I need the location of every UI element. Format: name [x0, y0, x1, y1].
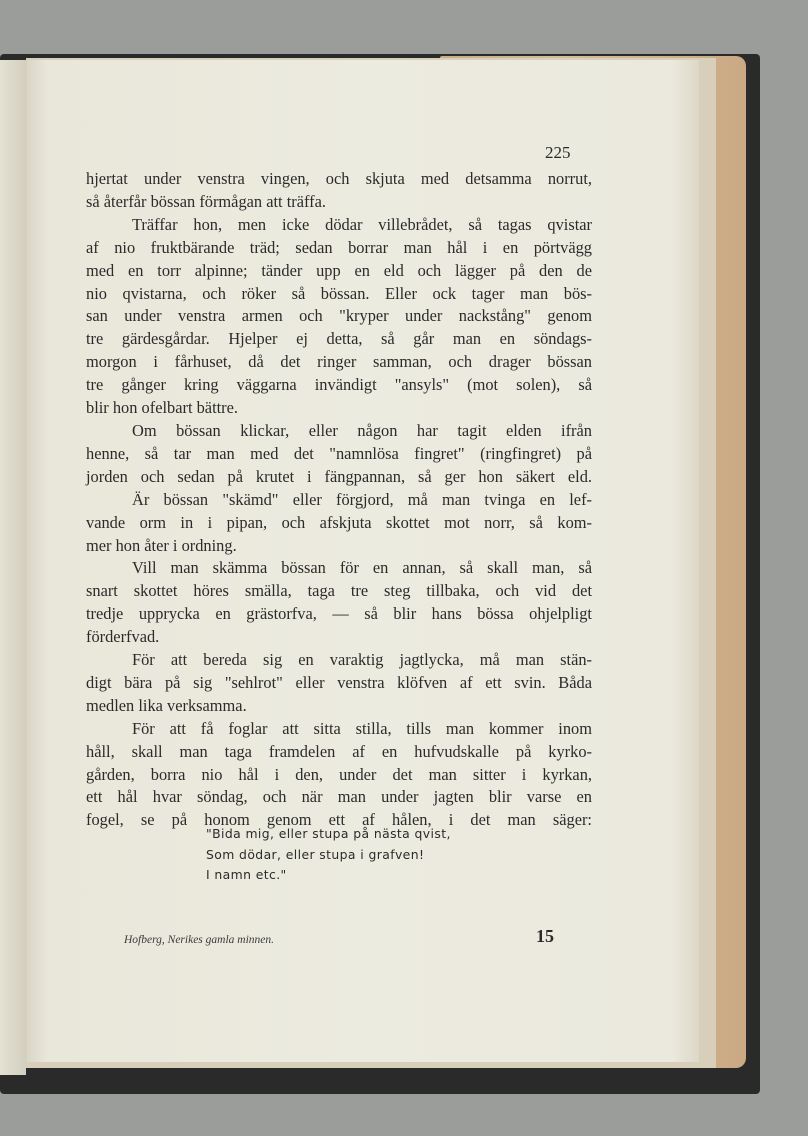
text-line: medlen lika verksamma.	[86, 695, 247, 715]
text-line: fogel, se på honom genom ett af hålen, i det man säger:	[86, 810, 592, 830]
text-line: Är bössan "skämd" eller förgjord, må man tvinga en lef-	[132, 489, 592, 509]
signature-mark: 15	[536, 926, 554, 946]
text-line: För att bereda sig en varaktig jagtlycka, må man stän-	[132, 650, 592, 670]
left-page-sliver	[0, 60, 26, 1075]
text-line: nio qvistarna, och röker så bössan. Eller ock tager man bös-	[86, 283, 592, 303]
text-line: ett hål hvar söndag, och när man under jagten blir varse en	[86, 787, 592, 807]
text-line: mer hon åter i ordning.	[86, 535, 237, 555]
text-line: hjertat under venstra vingen, och skjuta med detsamma norrut,	[86, 169, 592, 188]
text-line: tre gärdesgårdar. Hjelper ej detta, så går man en söndags-	[86, 329, 592, 349]
text-line: henne, så tar man med det "namnlösa fingret" (ringfingret) på	[86, 443, 592, 463]
text-line: så återfår bössan förmågan att träffa.	[86, 191, 326, 211]
text-line: förderfvad.	[86, 627, 160, 647]
text-line: morgon i fårhuset, då det ringer samman, och drager bössan	[86, 352, 592, 372]
text-line: gården, borra nio hål i den, under det man sitter i kyrkan,	[86, 764, 592, 784]
body-text	[86, 168, 592, 832]
text-line: san under venstra armen och "kryper under nackstång" genom	[86, 306, 592, 326]
text-line: håll, skall man taga framdelen af en hufvudskalle på kyrko-	[86, 741, 592, 761]
page-number: 225	[545, 143, 571, 162]
text-line: tredje upprycka en grästorfva, — så blir hans bössa ohjelpligt	[86, 604, 592, 624]
quoted-verse	[206, 824, 451, 886]
verse-line: "Bida mig, eller stupa på nästa qvist,	[206, 826, 451, 841]
text-line: af nio fruktbärande träd; sedan borrar man hål i en pörtvägg	[86, 237, 592, 257]
verse-line: I namn etc."	[206, 867, 287, 882]
text-line: Vill man skämma bössan för en annan, så skall man, så	[132, 558, 592, 578]
verse-line: Som dödar, eller stupa i grafven!	[206, 846, 425, 862]
text-line: digt bära på sig "sehlrot" eller venstra klöfven af ett svin. Båda	[86, 672, 592, 692]
footer-source: Hofberg, Nerikes gamla minnen.	[124, 934, 275, 946]
text-line: med en torr alpinne; tänder upp en eld och lägger på den de	[86, 260, 592, 280]
text-line: Träffar hon, men icke dödar villebrådet, så tagas qvistar	[132, 214, 592, 234]
text-line: vande orm in i pipan, och afskjuta skottet mot norr, så kom-	[86, 512, 592, 532]
text-line: snart skottet höres smälla, taga tre steg tillbaka, och vid det	[86, 581, 592, 601]
text-line: tre gånger kring väggarna invändigt "ansyls" (mot solen), så	[86, 375, 592, 395]
text-line: blir hon ofelbart bättre.	[86, 398, 239, 418]
text-line: jorden och sedan på krutet i fängpannan, så ger hon säkert eld.	[86, 466, 592, 486]
text-line: För att få foglar att sitta stilla, tills man kommer inom	[132, 718, 592, 738]
text-line: Om bössan klickar, eller någon har tagit elden ifrån	[132, 420, 592, 440]
